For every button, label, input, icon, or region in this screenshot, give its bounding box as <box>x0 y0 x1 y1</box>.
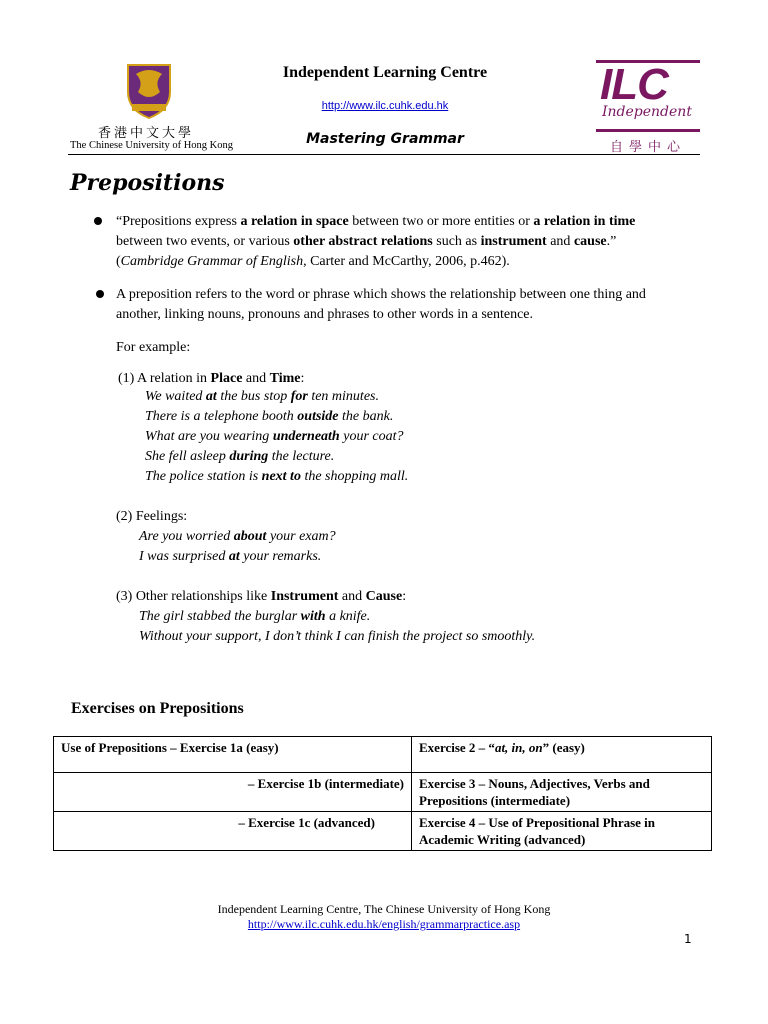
bullet-icon <box>94 217 102 225</box>
for-example-label: For example: <box>116 340 191 355</box>
bullet-explanation: A preposition refers to the word or phrase which shows the relationship between one thing and another, linking nouns, pronouns and phrases to other words in a sentence. <box>116 287 646 322</box>
example-sentence: There is a telephone booth outside the bank. <box>145 409 394 424</box>
exercise-2-link[interactable]: Exercise 2 – “at, in, on” (easy) <box>412 737 712 773</box>
page-number: 1 <box>684 932 692 946</box>
group1-heading: (1) A relation in Place and Time: <box>118 371 305 386</box>
cuhk-name-zh: 香港中文大學 <box>98 126 195 141</box>
bullet-icon <box>96 290 104 298</box>
example-sentence: The police station is next to the shopping mall. <box>145 469 409 484</box>
example-sentence: We waited at the bus stop for ten minutes. <box>145 389 379 404</box>
exercises-table <box>53 736 712 851</box>
header-subtitle: Mastering Grammar <box>306 131 464 147</box>
footer-url-link[interactable]: http://www.ilc.cuhk.edu.hk/english/grammarpractice.asp <box>247 917 521 931</box>
example-sentence: What are you wearing underneath your coat? <box>145 429 404 444</box>
bullet-definition: “Prepositions express a relation in space between two or more entities or a relation in time between two events, or various other abstract relations such as instrument and cause.” (Cambridge Grammar of English, Carter and McCarthy, 2006, p.462). <box>116 214 636 269</box>
cuhk-logo <box>68 60 233 155</box>
exercises-heading: Exercises on Prepositions <box>71 700 244 717</box>
exercise-4-link[interactable]: Exercise 4 – Use of Prepositional Phrase in Academic Writing (advanced) <box>412 812 712 851</box>
table-row <box>54 773 712 812</box>
exercise-1a-link[interactable]: Use of Prepositions – Exercise 1a (easy) <box>54 737 412 773</box>
cuhk-crest-icon <box>124 62 174 120</box>
ilc-logo-wordmark: Independent <box>602 104 692 120</box>
exercise-3-link[interactable]: Exercise 3 – Nouns, Adjectives, Verbs and Prepositions (intermediate) <box>412 773 712 812</box>
header-divider <box>68 154 700 155</box>
table-row <box>54 812 712 851</box>
footer-organization: Independent Learning Centre, The Chinese University of Hong Kong <box>217 902 551 916</box>
group3-heading: (3) Other relationships like Instrument and Cause: <box>116 589 407 604</box>
cuhk-name-en: The Chinese University of Hong Kong <box>70 140 234 151</box>
example-sentence: I was surprised at your remarks. <box>139 549 322 564</box>
exercise-1c-link[interactable]: – Exercise 1c (advanced) <box>54 812 412 851</box>
example-sentence: Are you worried about your exam? <box>139 529 336 544</box>
exercise-1b-link[interactable]: – Exercise 1b (intermediate) <box>54 773 412 812</box>
group2-heading: (2) Feelings: <box>116 509 188 524</box>
header-url-link[interactable]: http://www.ilc.cuhk.edu.hk <box>321 100 449 112</box>
header-title: Independent Learning Centre <box>282 64 488 81</box>
example-sentence: The girl stabbed the burglar with a knife. <box>139 609 371 624</box>
page-title: Prepositions <box>70 170 225 196</box>
ilc-logo <box>596 60 701 155</box>
ilc-logo-zh: 自學中心 <box>610 140 687 155</box>
ilc-logo-letters: ILC <box>600 60 668 109</box>
example-sentence: Without your support, I don’t think I can finish the project so smoothly. <box>139 629 536 644</box>
example-sentence: She fell asleep during the lecture. <box>145 449 335 464</box>
table-row <box>54 737 712 773</box>
